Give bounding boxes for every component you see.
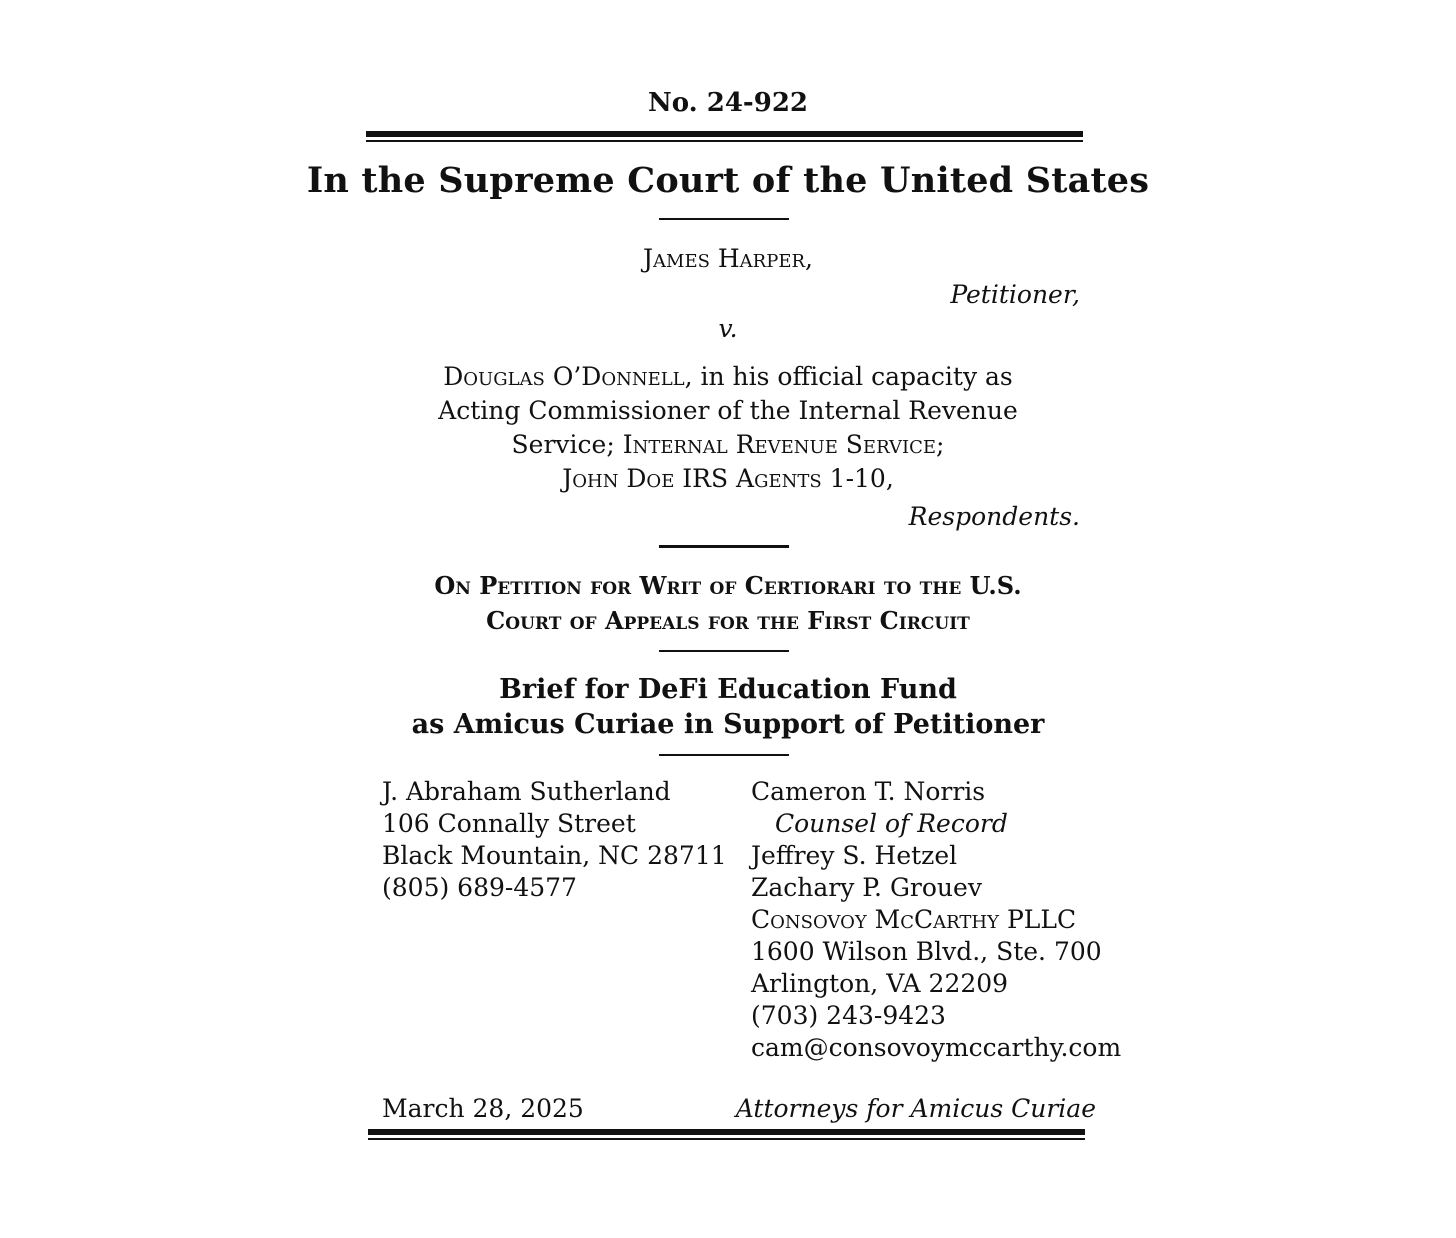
respondents-role: Respondents. (908, 502, 1080, 531)
brief-title (0, 672, 1456, 742)
bottom-double-rule (368, 1129, 1085, 1140)
left-counsel-street: 106 Connally Street (382, 809, 636, 838)
court-name: In the Supreme Court of the United States (306, 160, 1150, 201)
law-firm-name: Consovoy McCarthy PLLC (751, 905, 1077, 934)
firm-street: 1600 Wilson Blvd., Ste. 700 (751, 937, 1102, 966)
right-counsel-other-2: Zachary P. Grouev (751, 873, 982, 902)
versus: v. (718, 314, 738, 343)
respondents-block (0, 360, 1456, 496)
divider-rule-2 (659, 545, 789, 548)
divider-rule-4 (659, 754, 789, 756)
respondents-line-4: John Doe IRS Agents 1-10, (562, 464, 894, 493)
attorneys-for: Attorneys for Amicus Curiae (735, 1094, 1096, 1123)
brief-title-line-1: Brief for DeFi Education Fund (499, 674, 957, 705)
counsel-of-record: Counsel of Record (775, 809, 1008, 838)
left-counsel-block (382, 776, 727, 904)
divider-rule-1 (659, 218, 789, 220)
on-petition-heading (0, 568, 1456, 638)
on-petition-line-2: Court of Appeals for the First Circuit (486, 606, 970, 635)
right-counsel-name: Cameron T. Norris (751, 777, 986, 806)
divider-rule-3 (659, 650, 789, 652)
on-petition-line-1: On Petition for Writ of Certiorari to the U.S. (434, 571, 1022, 600)
respondents-line-2: Acting Commissioner of the Internal Revenue (438, 396, 1018, 425)
firm-email: cam@consovoymccarthy.com (751, 1033, 1122, 1062)
brief-title-line-2: as Amicus Curiae in Support of Petitioner (411, 709, 1045, 740)
left-counsel-city: Black Mountain, NC 28711 (382, 841, 727, 870)
left-counsel-name: J. Abraham Sutherland (382, 777, 671, 806)
filing-date: March 28, 2025 (382, 1094, 584, 1123)
right-counsel-block (751, 776, 1121, 1064)
firm-phone: (703) 243-9423 (751, 1001, 946, 1030)
petitioner-name: James Harper, (643, 244, 813, 273)
respondents-line-1: Douglas O’Donnell, in his official capacity as (443, 362, 1013, 391)
right-counsel-other-1: Jeffrey S. Hetzel (751, 841, 958, 870)
respondents-line-3: Service; Internal Revenue Service; (511, 430, 945, 459)
petitioner-role: Petitioner, (950, 280, 1080, 309)
left-counsel-phone: (805) 689-4577 (382, 873, 577, 902)
firm-city: Arlington, VA 22209 (751, 969, 1009, 998)
docket-number: No. 24-922 (648, 88, 808, 118)
top-double-rule (366, 131, 1083, 142)
